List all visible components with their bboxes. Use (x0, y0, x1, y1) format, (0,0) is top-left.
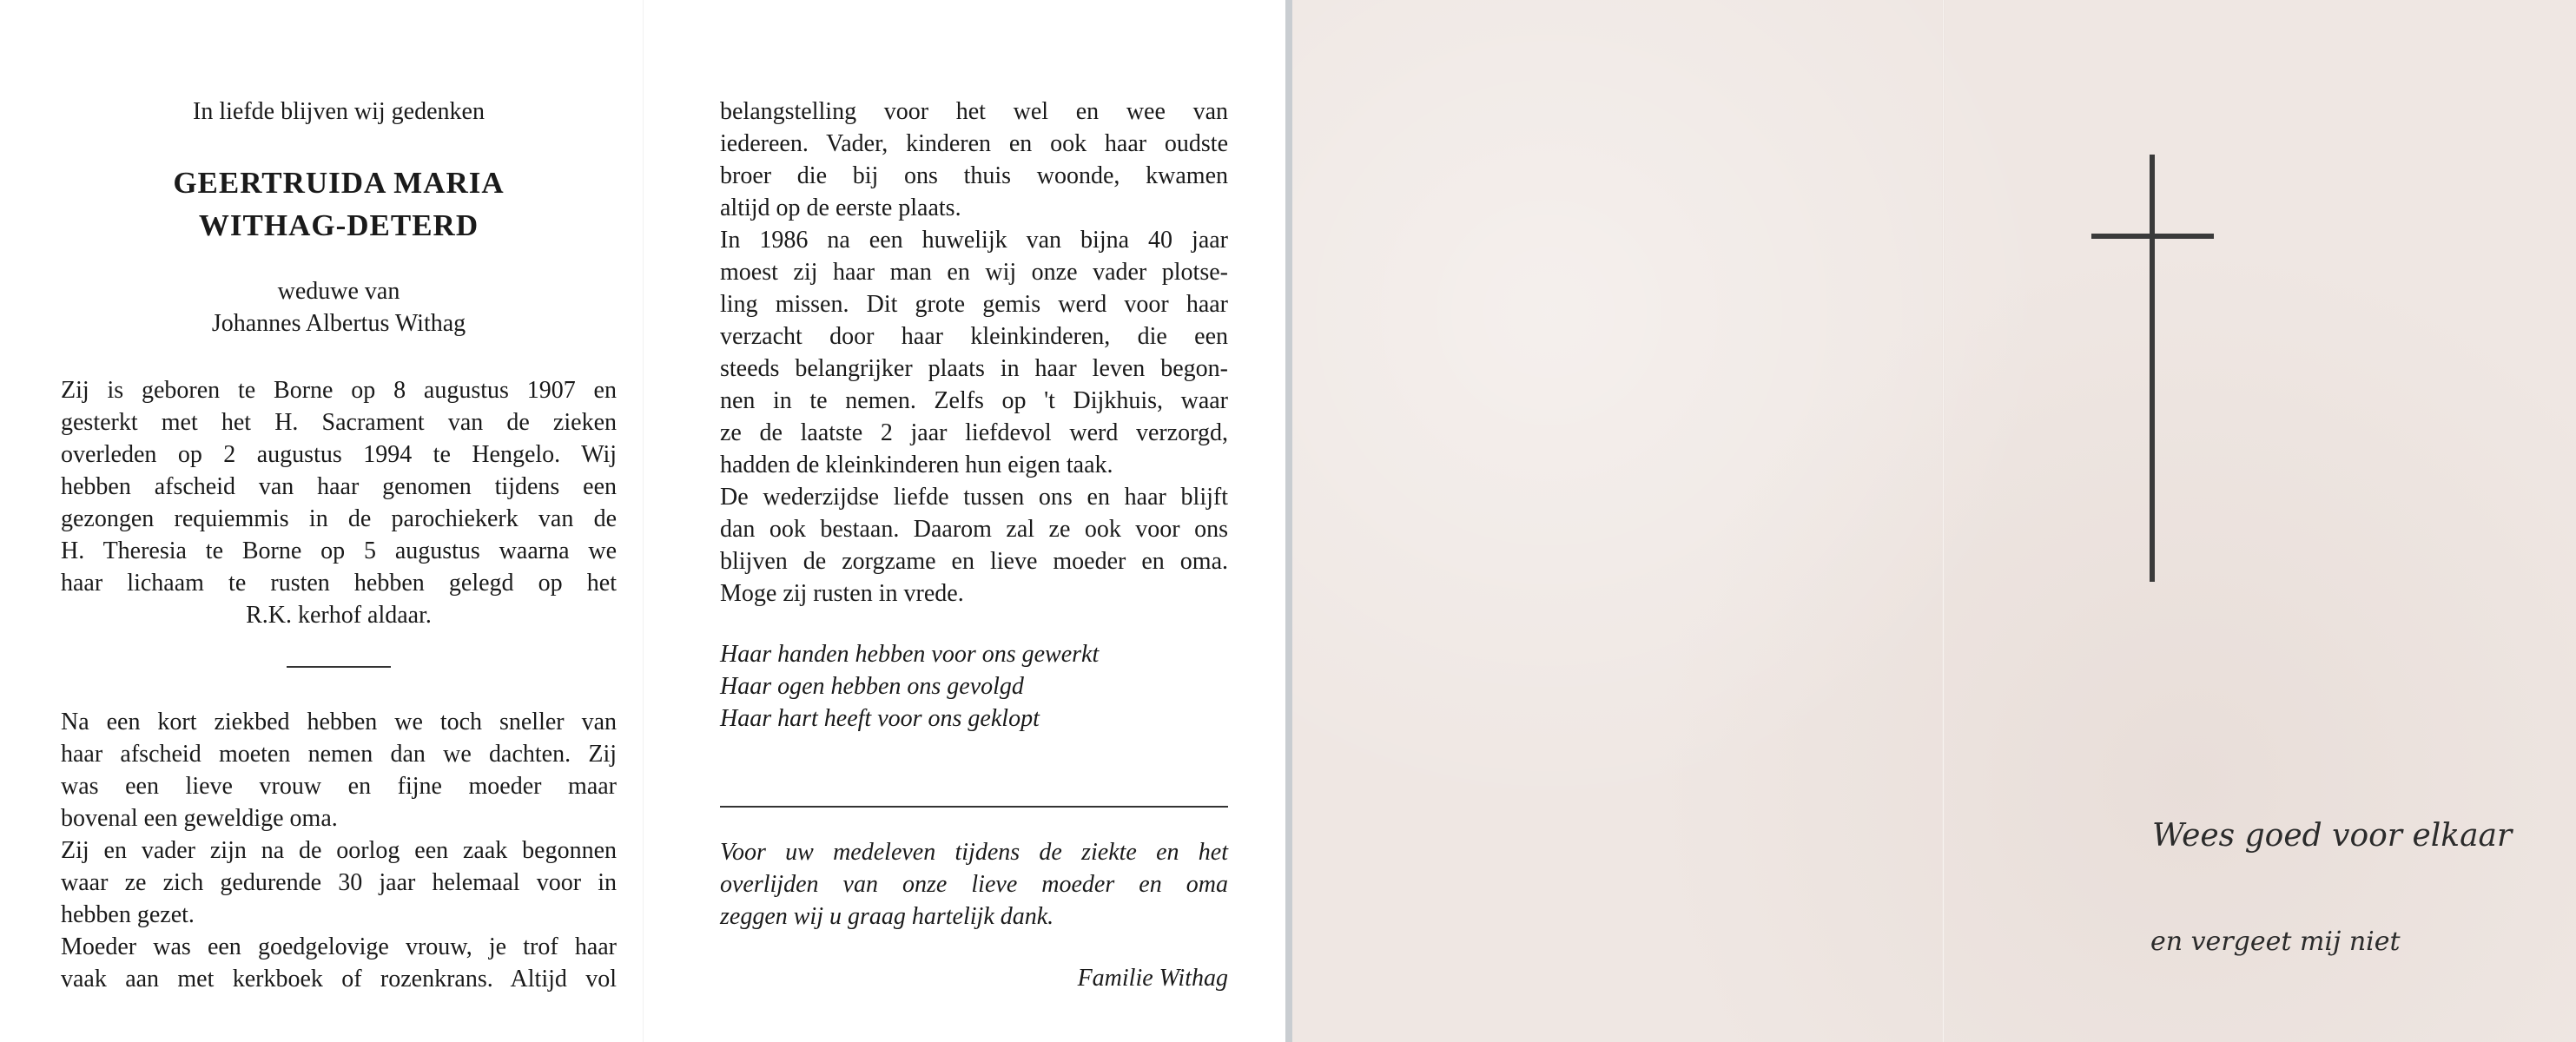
poem-line: Haar ogen hebben ons gevolgd (720, 673, 1024, 700)
thanks-line: overlijden van onze lieve moeder en oma (720, 871, 1228, 898)
intro-text: In liefde blijven wij gedenken (193, 98, 485, 125)
body-line: haar lichaam te rusten hebben gelegd op het (61, 570, 617, 597)
body-line: blijven de zorgzame en lieve moeder en oma. (720, 548, 1228, 575)
husband-name: Johannes Albertus Withag (211, 310, 466, 337)
body-line: ling missen. Dit grote gemis werd voor haar (720, 291, 1228, 318)
body-line: nen in te nemen. Zelfs op 't Dijkhuis, waar (720, 387, 1228, 414)
page-gutter (1285, 0, 1292, 1042)
body-line: In 1986 na een huwelijk van bijna 40 jaar (720, 227, 1228, 254)
body-line: Zij is geboren te Borne op 8 augustus 1907 en (61, 377, 617, 404)
body-line: moest zij haar man en wij onze vader plotse- (720, 259, 1228, 286)
section-divider (287, 666, 391, 668)
body-line: Zij en vader zijn na de oorlog een zaak begonnen (61, 837, 617, 864)
body-line: belangstelling voor het wel en wee van (720, 98, 1228, 125)
cover-motto-line2: en vergeet mij niet (2150, 927, 2401, 957)
poem-line: Haar handen hebben voor ons gewerkt (720, 641, 1100, 668)
body-line: ze de laatste 2 jaar liefdevol werd verzorgd, (720, 419, 1228, 446)
body-line: hadden de kleinkinderen hun eigen taak. (720, 452, 1113, 478)
section-divider (720, 806, 1228, 808)
cover-fold-line (1942, 0, 1945, 1042)
cross-icon-bar (2091, 234, 2214, 239)
signature: Familie Withag (1077, 965, 1228, 992)
body-line: De wederzijdse liefde tussen ons en haar blijft (720, 484, 1228, 511)
body-line: overleden op 2 augustus 1994 te Hengelo. Wij (61, 441, 617, 468)
body-line: steeds belangrijker plaats in haar leven begon- (720, 355, 1228, 382)
thanks-line: Voor uw medeleven tijdens de ziekte en het (720, 839, 1228, 866)
body-line: hebben gezet. (61, 901, 195, 928)
card-cover (1292, 0, 2576, 1042)
body-line: vaak aan met kerkboek of rozenkrans. Altijd vol (61, 966, 617, 993)
body-line: hebben afscheid van haar genomen tijdens een (61, 473, 617, 500)
body-line: dan ook bestaan. Daarom zal ze ook voor ons (720, 516, 1228, 543)
deceased-name-line2: WITHAG-DETERD (198, 208, 479, 242)
body-line: waar ze zich gedurende 30 jaar helemaal voor in (61, 869, 617, 896)
body-line: gesterkt met het H. Sacrament van de zieken (61, 409, 617, 436)
body-line: Moge zij rusten in vrede. (720, 580, 964, 607)
body-line: verzacht door haar kleinkinderen, die een (720, 323, 1228, 350)
deceased-name-line1: GEERTRUIDA MARIA (173, 166, 505, 200)
body-line: bovenal een geweldige oma. (61, 805, 338, 832)
body-line: R.K. kerhof aldaar. (246, 602, 432, 629)
cross-icon (2150, 155, 2155, 582)
body-line: Na een kort ziekbed hebben we toch sneller van (61, 709, 617, 735)
body-line: iedereen. Vader, kinderen en ook haar oudste (720, 130, 1228, 157)
body-line: haar afscheid moeten nemen dan we dachten. Zij (61, 741, 617, 768)
cover-motto-line1: Wees goed voor elkaar (2152, 818, 2513, 854)
poem-line: Haar hart heeft voor ons geklopt (720, 705, 1040, 732)
body-line: H. Theresia te Borne op 5 augustus waarna we (61, 537, 617, 564)
body-line: gezongen requiemmis in de parochiekerk van de (61, 505, 617, 532)
body-line: Moeder was een goedgelovige vrouw, je trof haar (61, 933, 617, 960)
widow-of-text: weduwe van (277, 278, 400, 305)
body-line: broer die bij ons thuis woonde, kwamen (720, 162, 1228, 189)
body-line: altijd op de eerste plaats. (720, 195, 961, 221)
thanks-line: zeggen wij u graag hartelijk dank. (720, 903, 1054, 930)
body-line: was een lieve vrouw en fijne moeder maar (61, 773, 617, 800)
